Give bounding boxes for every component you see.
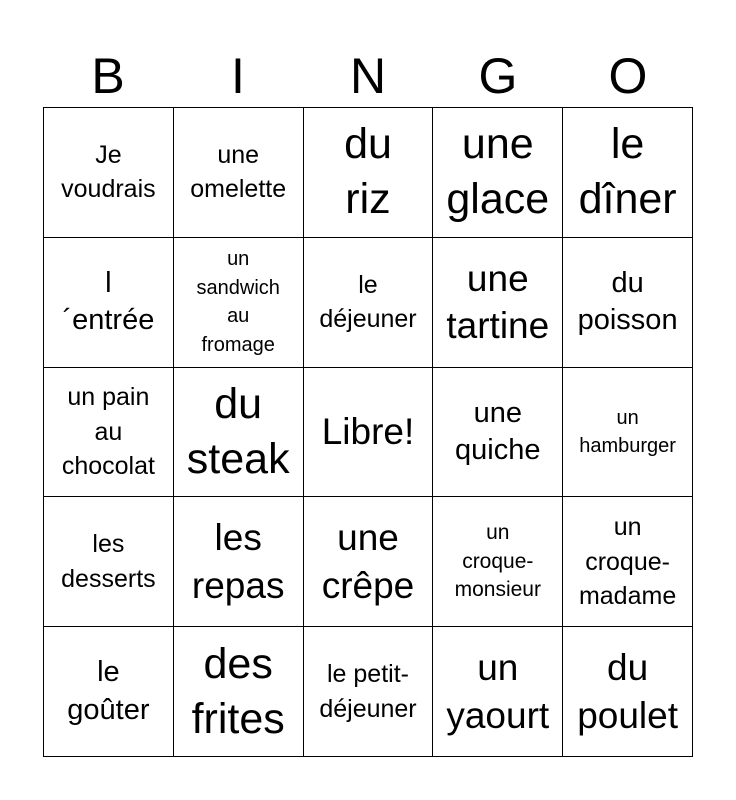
bingo-header (43, 44, 693, 108)
free-space-text: Libre! (321, 411, 415, 453)
bingo-cell-r3c5[interactable] (563, 368, 693, 498)
cell-text: les desserts (61, 530, 156, 593)
cell-text: le petit- déjeuner (319, 660, 417, 723)
header-letter-i: I (231, 48, 245, 104)
cell-text: un croque- madame (578, 513, 677, 611)
bingo-cell-r2c4[interactable] (433, 238, 563, 368)
cell-text: une omelette (190, 140, 287, 204)
cell-text: du poulet (577, 647, 678, 736)
cell-text: un yaourt (446, 647, 550, 736)
bingo-cell-r1c1[interactable] (44, 108, 174, 238)
bingo-cell-r2c3[interactable] (304, 238, 434, 368)
bingo-cell-r1c3[interactable] (304, 108, 434, 238)
header-letter-n: N (349, 48, 387, 104)
bingo-cell-r2c2[interactable] (174, 238, 304, 368)
bingo-cell-r5c1[interactable] (44, 627, 174, 757)
cell-text: une glace (446, 120, 550, 224)
bingo-cell-r4c2[interactable] (174, 497, 304, 627)
bingo-cell-r3c1[interactable] (44, 368, 174, 498)
cell-text: le dîner (578, 120, 677, 224)
bingo-cell-r4c4[interactable] (433, 497, 563, 627)
bingo-cell-r1c2[interactable] (174, 108, 304, 238)
cell-text: Je voudrais (61, 140, 156, 204)
cell-text: un croque- monsieur (454, 521, 541, 601)
bingo-cell-r3c3[interactable] (304, 368, 434, 498)
cell-text: un hamburger (579, 406, 676, 457)
cell-text: une crêpe (321, 517, 415, 606)
bingo-cell-r4c3[interactable] (304, 497, 434, 627)
header-letter-o: O (608, 48, 648, 104)
cell-text: le déjeuner (319, 270, 417, 334)
cell-text: les repas (191, 517, 285, 606)
cell-text: le goûter (67, 656, 150, 726)
cell-text: un sandwich au fromage (196, 248, 280, 356)
bingo-cell-r3c2[interactable] (174, 368, 304, 498)
bingo-cell-r5c5[interactable] (563, 627, 693, 757)
bingo-cell-r2c1[interactable] (44, 238, 174, 368)
cell-text: une tartine (446, 257, 550, 347)
bingo-cell-r5c3[interactable] (304, 627, 434, 757)
header-letter-g: G (478, 48, 518, 104)
cell-text: un pain au chocolat (61, 383, 155, 481)
cell-text: du poisson (577, 267, 678, 337)
bingo-cell-r3c4[interactable] (433, 368, 563, 498)
header-letter-b: B (91, 48, 125, 104)
bingo-cell-r1c5[interactable] (563, 108, 693, 238)
bingo-cell-r5c2[interactable] (174, 627, 304, 757)
cell-text: l ´entrée (62, 267, 155, 337)
cell-text: des frites (191, 639, 285, 743)
bingo-board (43, 107, 693, 757)
cell-text: une quiche (455, 396, 541, 466)
bingo-cell-r1c4[interactable] (433, 108, 563, 238)
bingo-cell-r5c4[interactable] (433, 627, 563, 757)
cell-text: du riz (344, 120, 392, 224)
bingo-cell-r4c5[interactable] (563, 497, 693, 627)
bingo-cell-r2c5[interactable] (563, 238, 693, 368)
bingo-cell-r4c1[interactable] (44, 497, 174, 627)
cell-text: du steak (186, 379, 290, 483)
